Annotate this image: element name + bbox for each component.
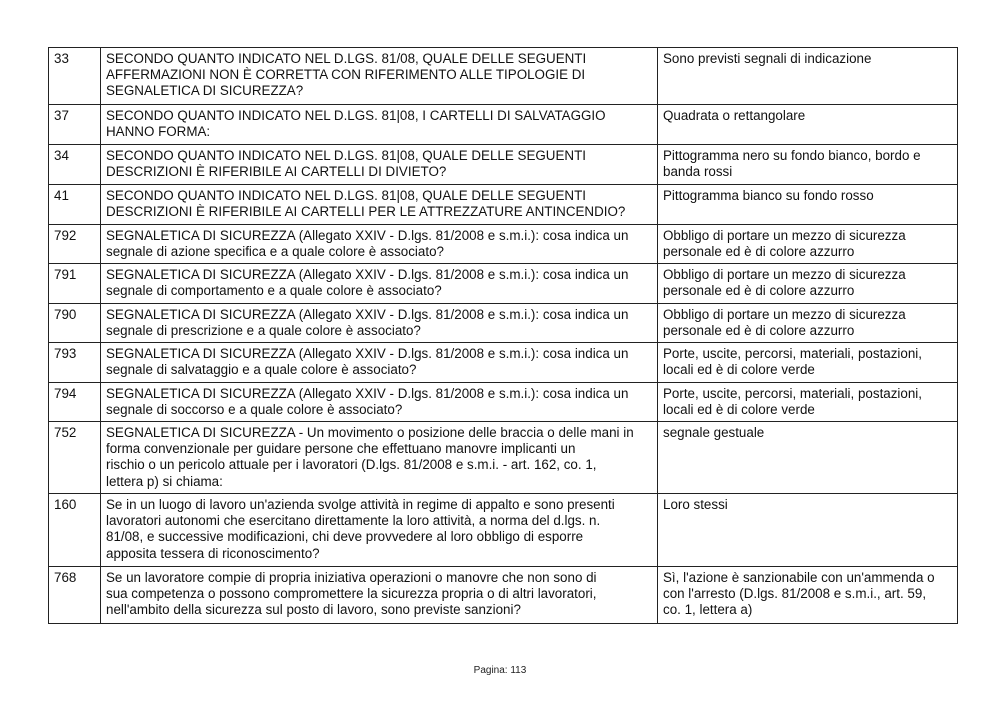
table-row <box>49 422 958 494</box>
question-text: SECONDO QUANTO INDICATO NEL D.LGS. 81|08, QUALE DELLE SEGUENTI DESCRIZIONI È RIFERIBILE AI CARTELLI PER LE ATTREZZATURE ANTINCENDIO? <box>101 185 658 225</box>
table-row <box>49 383 958 422</box>
answer-text: segnale gestuale <box>658 422 958 494</box>
question-id: 41 <box>49 185 101 225</box>
table-row <box>49 185 958 225</box>
answer-text: Porte, uscite, percorsi, materiali, postazioni, locali ed è di colore verde <box>658 343 958 383</box>
table-row <box>49 264 958 304</box>
question-text: SEGNALETICA DI SICUREZZA (Allegato XXIV - D.lgs. 81/2008 e s.m.i.): cosa indica un segnale di azione specifica e a quale colore è associato? <box>101 225 658 264</box>
answer-text: Obbligo di portare un mezzo di sicurezza personale ed è di colore azzurro <box>658 225 958 264</box>
question-id: 791 <box>49 264 101 304</box>
table-row <box>49 225 958 264</box>
question-text: SEGNALETICA DI SICUREZZA (Allegato XXIV - D.lgs. 81/2008 e s.m.i.): cosa indica un segnale di salvataggio e a quale colore è associato? <box>101 343 658 383</box>
table-row <box>49 145 958 185</box>
question-id: 33 <box>49 48 101 105</box>
question-text: SEGNALETICA DI SICUREZZA (Allegato XXIV - D.lgs. 81/2008 e s.m.i.): cosa indica un segnale di prescrizione e a quale colore è associato? <box>101 304 658 343</box>
question-id: 160 <box>49 494 101 567</box>
question-text: SECONDO QUANTO INDICATO NEL D.LGS. 81|08, I CARTELLI DI SALVATAGGIO HANNO FORMA: <box>101 105 658 145</box>
question-id: 792 <box>49 225 101 264</box>
table-row <box>49 343 958 383</box>
answer-text: Porte, uscite, percorsi, materiali, postazioni, locali ed è di colore verde <box>658 383 958 422</box>
question-id: 794 <box>49 383 101 422</box>
answer-text: Loro stessi <box>658 494 958 567</box>
answer-text: Pittogramma bianco su fondo rosso <box>658 185 958 225</box>
answer-text: Sì, l'azione è sanzionabile con un'ammenda o con l'arresto (D.lgs. 81/2008 e s.m.i., art. 59, co. 1, lettera a) <box>658 567 958 624</box>
answer-text: Obbligo di portare un mezzo di sicurezza personale ed è di colore azzurro <box>658 264 958 304</box>
answer-text: Quadrata o rettangolare <box>658 105 958 145</box>
question-text: SEGNALETICA DI SICUREZZA (Allegato XXIV - D.lgs. 81/2008 e s.m.i.): cosa indica un segnale di comportamento e a quale colore è associato? <box>101 264 658 304</box>
page-number: Pagina: 113 <box>473 665 527 676</box>
question-text: SEGNALETICA DI SICUREZZA - Un movimento o posizione delle braccia o delle mani in forma convenzionale per guidare persone che effettuano manovre implicanti un rischio o un pericolo attuale per i lavoratori (D.lgs. 81/2008 e s.m.i. - art. 162, co. 1, lettera p) si chiama: <box>101 422 658 494</box>
answer-text: Obbligo di portare un mezzo di sicurezza personale ed è di colore azzurro <box>658 304 958 343</box>
quiz-table <box>48 47 958 624</box>
table-row <box>49 567 958 624</box>
table-row <box>49 105 958 145</box>
question-id: 790 <box>49 304 101 343</box>
question-id: 768 <box>49 567 101 624</box>
quiz-table-container <box>48 47 957 624</box>
table-row <box>49 48 958 105</box>
question-text: Se in un luogo di lavoro un'azienda svolge attività in regime di appalto e sono presenti lavoratori autonomi che esercitano direttamente la loro attività, a norma del d.lgs. n. 81/08, e successive modificazioni, chi deve provvedere al loro obbligo di esporre apposita tessera di riconoscimento? <box>101 494 658 567</box>
quiz-table-body <box>49 48 958 624</box>
table-row <box>49 304 958 343</box>
question-text: SECONDO QUANTO INDICATO NEL D.LGS. 81|08, QUALE DELLE SEGUENTI DESCRIZIONI È RIFERIBILE AI CARTELLI DI DIVIETO? <box>101 145 658 185</box>
question-text: Se un lavoratore compie di propria iniziativa operazioni o manovre che non sono di sua competenza o possono compromettere la sicurezza propria o di altri lavoratori, nell'ambito della sicurezza sul posto di lavoro, sono previste sanzioni? <box>101 567 658 624</box>
table-row <box>49 494 958 567</box>
question-text: SECONDO QUANTO INDICATO NEL D.LGS. 81/08, QUALE DELLE SEGUENTI AFFERMAZIONI NON È CORRETTA CON RIFERIMENTO ALLE TIPOLOGIE DI SEGNALETICA DI SICUREZZA? <box>101 48 658 105</box>
question-id: 752 <box>49 422 101 494</box>
answer-text: Pittogramma nero su fondo bianco, bordo e banda rossi <box>658 145 958 185</box>
answer-text: Sono previsti segnali di indicazione <box>658 48 958 105</box>
question-id: 34 <box>49 145 101 185</box>
question-id: 37 <box>49 105 101 145</box>
question-text: SEGNALETICA DI SICUREZZA (Allegato XXIV - D.lgs. 81/2008 e s.m.i.): cosa indica un segnale di soccorso e a quale colore è associato? <box>101 383 658 422</box>
question-id: 793 <box>49 343 101 383</box>
